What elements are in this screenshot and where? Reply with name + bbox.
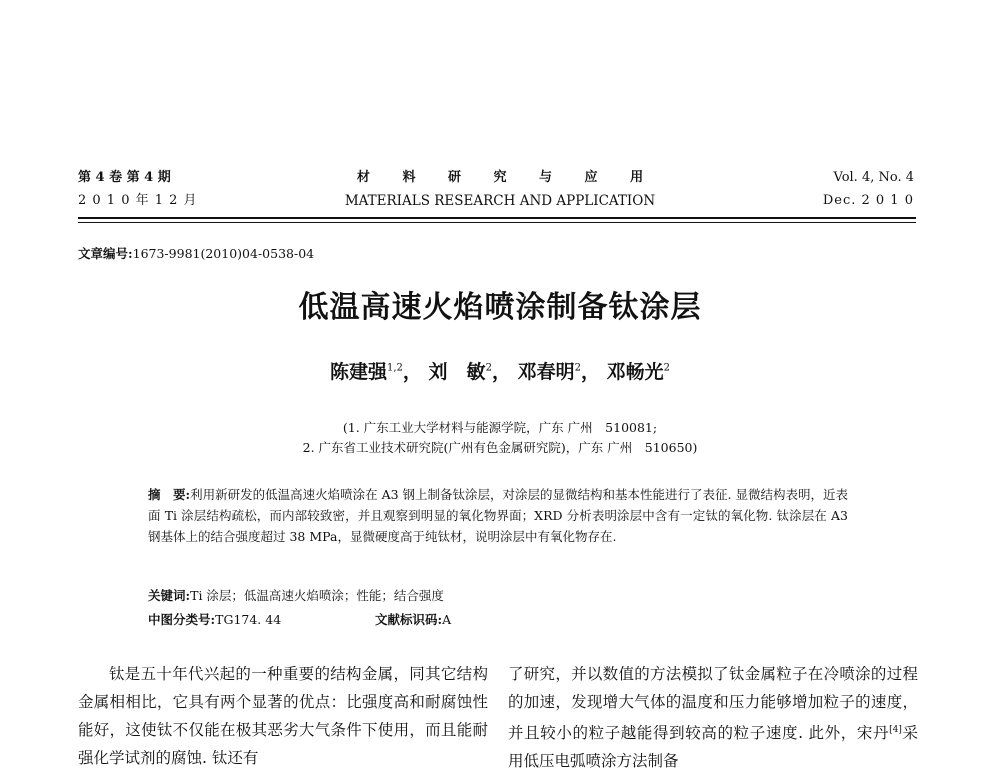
article-number-label: 文章编号: (78, 246, 133, 261)
keywords (148, 586, 444, 604)
body-column-left (78, 660, 488, 772)
clc-value: TG174. 44 (215, 612, 282, 627)
abstract-label: 摘 要: (148, 487, 191, 502)
body-paragraph: 钛是五十年代兴起的一种重要的结构金属，同其它结构金属相相比，它具有两个显著的优点：比强度高和耐腐蚀性能好，这使钛不仅能在极其恶劣大气条件下使用，而且能耐强化学试剂的腐蚀. 钛还有 (78, 665, 488, 767)
abstract (148, 484, 848, 547)
author-separator: ， (580, 361, 600, 383)
author-list (0, 357, 1000, 384)
journal-title-cn: 材 料 研 究 与 应 用 (356, 170, 658, 185)
author-affil-mark: 1,2 (387, 362, 403, 374)
classification (148, 610, 281, 628)
body-paragraph (508, 660, 918, 775)
author-name: 陈建强 (329, 361, 387, 383)
document-code (375, 610, 451, 628)
doc-code-value: A (442, 612, 452, 627)
affiliations (0, 418, 1000, 458)
header-rule-thick (78, 217, 916, 219)
affiliation-line: 2. 广东省工业技术研究院(广州有色金属研究院)，广东 广州 510650) (302, 440, 698, 455)
body-text: 了研究，并以数值的方法模拟了钛金属粒子在冷喷涂的过程的加速，发现增大气体的温度和压力能够增加粒子的速度，并且较小的粒子越能得到较高的粒子速度. 此外，宋丹 (508, 665, 918, 743)
body-column-right (508, 660, 918, 775)
clc-label: 中图分类号: (148, 612, 216, 627)
author-affil-mark: 2 (663, 362, 670, 374)
citation-ref: [4] (889, 725, 902, 735)
article-number-value: 1673-9981(2010)04-0538-04 (132, 246, 315, 261)
abstract-text: 利用新研发的低温高速火焰喷涂在 A3 钢上制备钛涂层，对涂层的显微结构和基本性能进行了表征. 显微结构表明，近表面 Ti 涂层结构疏松，而内部较致密，并且观察到明显的氧化物界面；XRD 分析表明涂层中含有一定钛的氧化物. 钛涂层在 A3 钢基体上的结合强度超过 38 MPa，显微硬度高于纯钛材，说明涂层中有氧化物存在. (148, 487, 849, 544)
header-rule-thin (78, 222, 916, 223)
keywords-text: Ti 涂层；低温高速火焰喷涂；性能；结合强度 (190, 588, 444, 603)
author-separator: ， (402, 361, 422, 383)
issue-date: 2 0 1 0 年 1 2 月 (78, 193, 198, 208)
affiliation-line: (1. 广东工业大学材料与能源学院，广东 广州 510081; (342, 420, 658, 435)
author-affil-mark: 2 (574, 362, 581, 374)
volume-issue: 第 4 卷 第 4 期 (78, 170, 171, 185)
author-separator: ， (491, 361, 511, 383)
keywords-label: 关键词: (148, 588, 191, 603)
author-name: 邓畅光 (606, 361, 664, 383)
author-name: 刘 敏 (428, 361, 486, 383)
author-name: 邓春明 (517, 361, 575, 383)
doc-code-label: 文献标识码: (375, 612, 443, 627)
volume-en: Vol. 4, No. 4 (833, 170, 914, 185)
author-affil-mark: 2 (485, 362, 492, 374)
article-number (78, 244, 314, 262)
date-en: Dec. 2 0 1 0 (822, 193, 914, 208)
paper-title: 低温高速火焰喷涂制备钛涂层 (298, 290, 702, 325)
journal-title-en: MATERIALS RESEARCH AND APPLICATION (344, 193, 656, 209)
body-text: 采用低压电弧喷涂方法制备 (508, 724, 918, 771)
